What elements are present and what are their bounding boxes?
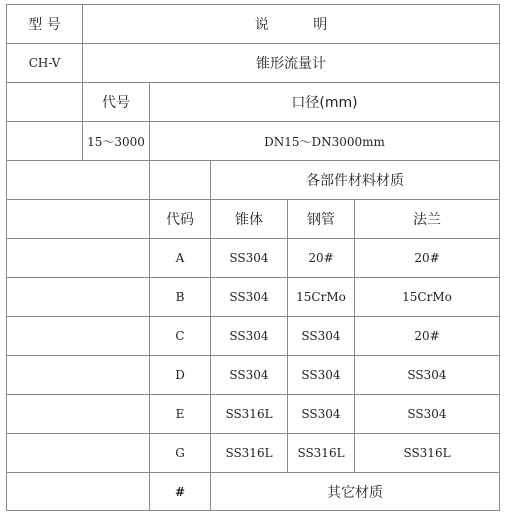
blank-cell [6,238,150,278]
row-cone: SS304 [210,238,288,278]
other-materials: 其它材质 [210,472,500,511]
model-code: CH-V [6,43,83,83]
row-flange: 20# [354,316,500,356]
blank-cell [6,472,150,511]
size-code-label: 代号 [82,82,150,122]
row-flange: SS304 [354,355,500,395]
blank-cell [6,316,150,356]
materials-title: 各部件材料材质 [210,160,500,200]
blank-cell [6,82,83,122]
size-code-range: 15～3000 [82,121,150,161]
blank-cell [149,160,211,200]
row-code: B [149,277,211,317]
header-description: 说 明 [82,4,500,44]
blank-cell [6,433,150,473]
row-flange: 15CrMo [354,277,500,317]
blank-cell [6,355,150,395]
diameter-label: 口径(mm) [149,82,500,122]
row-tube: SS316L [287,433,355,473]
row-tube: 20# [287,238,355,278]
blank-cell [6,277,150,317]
row-tube: SS304 [287,355,355,395]
row-flange: 20# [354,238,500,278]
row-cone: SS316L [210,433,288,473]
materials-code-label: 代码 [149,199,211,239]
row-code: D [149,355,211,395]
cone-label: 锥体 [210,199,288,239]
row-flange: SS316L [354,433,500,473]
row-cone: SS304 [210,277,288,317]
tube-label: 钢管 [287,199,355,239]
row-code: C [149,316,211,356]
row-code: A [149,238,211,278]
row-code: E [149,394,211,434]
blank-cell [6,394,150,434]
row-cone: SS316L [210,394,288,434]
diameter-range: DN15～DN3000mm [149,121,500,161]
header-model: 型 号 [6,4,83,44]
blank-cell [6,199,150,239]
row-cone: SS304 [210,316,288,356]
row-tube: SS304 [287,316,355,356]
row-tube: 15CrMo [287,277,355,317]
model-name: 锥形流量计 [82,43,500,83]
spec-table [6,4,500,511]
row-code: G [149,433,211,473]
flange-label: 法兰 [354,199,500,239]
row-tube: SS304 [287,394,355,434]
row-flange: SS304 [354,394,500,434]
other-code: # [149,472,211,511]
blank-cell [6,160,150,200]
blank-cell [6,121,83,161]
row-cone: SS304 [210,355,288,395]
